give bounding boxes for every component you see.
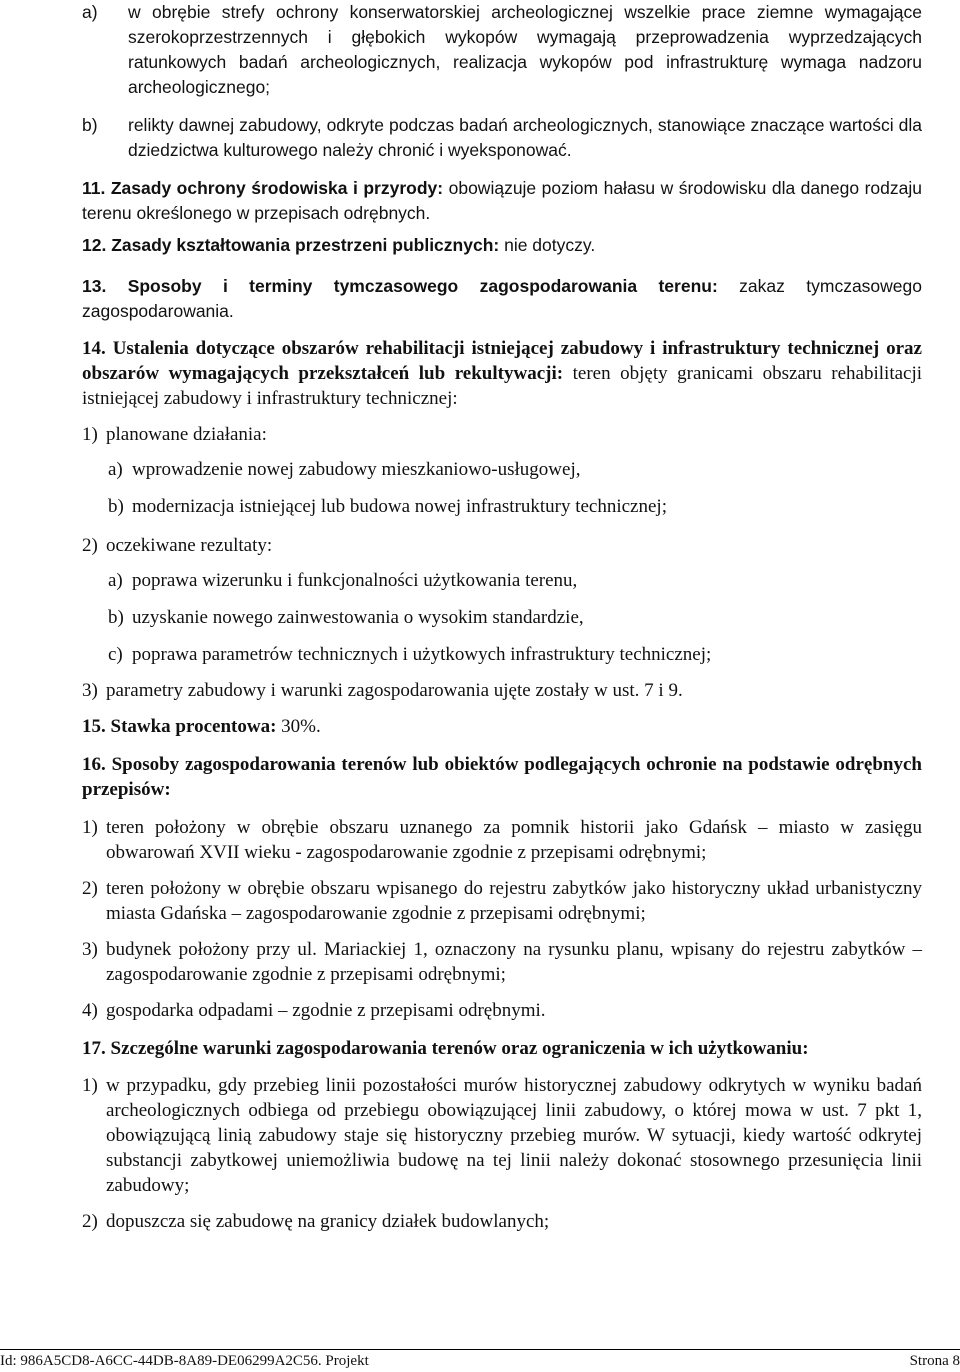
section-text: obowiązuje poziom hałasu w środowisku dla danego rodzaju terenu określonego w przepisach odrębnych. [82, 178, 922, 223]
list-item-14-2a [108, 568, 922, 593]
list-item-16-4 [82, 998, 922, 1023]
list-text: oczekiwane rezultaty: [106, 535, 273, 556]
list-item-16-3 [82, 937, 922, 987]
list-text: parametry zabudowy i warunki zagospodarowania ujęte zostały w ust. 7 i 9. [106, 680, 683, 701]
list-label: b) [108, 607, 124, 628]
list-item-14-2 [82, 533, 922, 558]
list-text: dopuszcza się zabudowę na granicy działek budowlanych; [106, 1211, 550, 1232]
list-text: poprawa wizerunku i funkcjonalności użytkowania terenu, [132, 570, 578, 591]
list-item-a-archeology [82, 0, 922, 100]
list-label: 2) [82, 878, 98, 899]
list-item-14-1a [108, 457, 922, 482]
list-text: w przypadku, gdy przebieg linii pozostałości murów historycznej zabudowy odkrytych w wyniku badań archeologicznych odbiega od przebiegu obowiązującej linii zabudowy, o której mowa w ust. 7 pkt 1, obowiązującą linią zabudowy staje się historyczny przebieg murów. W sytuacji, kiedy wartość odkrytej substancji zabytkowej uniemożliwia budowę na tej linii należy dokonać stosownego przesunięcia linii zabudowy; [106, 1075, 922, 1196]
list-item-16-2 [82, 876, 922, 926]
section-heading: 11. Zasady ochrony środowiska i przyrody: [82, 178, 444, 198]
list-item-b-relics [82, 113, 922, 163]
section-16 [82, 752, 922, 802]
list-text: teren położony w obrębie obszaru uznanego za pomnik historii jako Gdańsk – miasto w zasięgu obwarowań XVII wieku - zagospodarowanie zgodnie z przepisami odrębnymi; [106, 817, 922, 863]
section-heading: 12. Zasady kształtowania przestrzeni publicznych: [82, 235, 500, 255]
section-text: 30%. [281, 716, 321, 737]
section-17 [82, 1036, 922, 1061]
section-heading: 17. Szczególne warunki zagospodarowania terenów oraz ograniczenia w ich użytkowaniu: [82, 1038, 809, 1059]
section-12 [82, 233, 922, 258]
list-label: 3) [82, 680, 98, 701]
list-text: gospodarka odpadami – zgodnie z przepisami odrębnymi. [106, 1000, 546, 1021]
list-label: 2) [82, 1211, 98, 1232]
list-text: planowane działania: [106, 424, 267, 445]
list-text: budynek położony przy ul. Mariackiej 1, oznaczony na rysunku planu, wpisany do rejestru zabytków – zagospodarowanie zgodnie z przepisami odrębnymi; [106, 939, 922, 985]
list-label: 1) [82, 1075, 98, 1096]
list-text: wprowadzenie nowej zabudowy mieszkaniowo-usługowej, [132, 459, 581, 480]
list-label: a) [108, 570, 123, 591]
list-label: 1) [82, 424, 98, 445]
list-label: b) [82, 115, 98, 135]
section-13 [82, 274, 922, 324]
list-text: teren położony w obrębie obszaru wpisanego do rejestru zabytków jako historyczny układ urbanistyczny miasta Gdańska – zagospodarowanie zgodnie z przepisami odrębnymi; [106, 878, 922, 924]
document-id: Id: 986A5CD8-A6CC-44DB-8A89-DE06299A2C56. Projekt [0, 1353, 369, 1369]
list-item-14-2c [108, 642, 922, 667]
section-heading: 13. Sposoby i terminy tymczasowego zagospodarowania terenu: [82, 276, 718, 296]
section-heading: 14. Ustalenia dotyczące obszarów rehabilitacji istniejącej zabudowy i infrastruktury technicznej oraz obszarów wymagających przekształceń lub rekultywacji: [82, 338, 922, 384]
list-item-17-2 [82, 1209, 922, 1234]
list-label: 3) [82, 939, 98, 960]
page-number: Strona 8 [909, 1353, 960, 1369]
list-label: b) [108, 496, 124, 517]
section-14 [82, 336, 922, 411]
list-text: relikty dawnej zabudowy, odkryte podczas badań archeologicznych, stanowiące znaczące wartości dla dziedzictwa kulturowego należy chronić i wyeksponować. [128, 115, 922, 160]
section-11 [82, 176, 922, 226]
list-text: modernizacja istniejącej lub budowa nowej infrastruktury technicznej; [132, 496, 667, 517]
page-footer [0, 1349, 960, 1372]
list-item-14-3 [82, 678, 922, 703]
section-text: teren objęty granicami obszaru rehabilitacji istniejącej zabudowy i infrastruktury technicznej: [82, 363, 923, 409]
list-label: 2) [82, 535, 98, 556]
list-label: c) [108, 644, 123, 665]
list-item-14-1 [82, 422, 922, 447]
section-heading: 15. Stawka procentowa: [82, 716, 277, 737]
list-item-14-2b [108, 605, 922, 630]
list-text: poprawa parametrów technicznych i użytkowych infrastruktury technicznej; [132, 644, 712, 665]
list-label: a) [82, 2, 98, 22]
list-item-16-1 [82, 815, 922, 865]
list-label: 4) [82, 1000, 98, 1021]
list-item-14-1b [108, 494, 922, 519]
list-text: w obrębie strefy ochrony konserwatorskiej archeologicznej wszelkie prace ziemne wymagające szerokoprzestrzennych i głębokich wykopów wymagają przeprowadzenia wyprzedzających ratunkowych badań archeologicznych, realizacja wykopów pod infrastrukturę wymaga nadzoru archeologicznego; [128, 2, 922, 97]
section-15 [82, 714, 922, 739]
section-heading: 16. Sposoby zagospodarowania terenów lub obiektów podlegających ochronie na podstawie odrębnych przepisów: [82, 754, 922, 800]
list-item-17-1 [82, 1073, 922, 1198]
section-text: nie dotyczy. [504, 235, 596, 255]
list-text: uzyskanie nowego zainwestowania o wysokim standardzie, [132, 607, 584, 628]
section-text: zakaz tymczasowego zagospodarowania. [82, 276, 922, 321]
list-label: 1) [82, 817, 98, 838]
list-label: a) [108, 459, 123, 480]
